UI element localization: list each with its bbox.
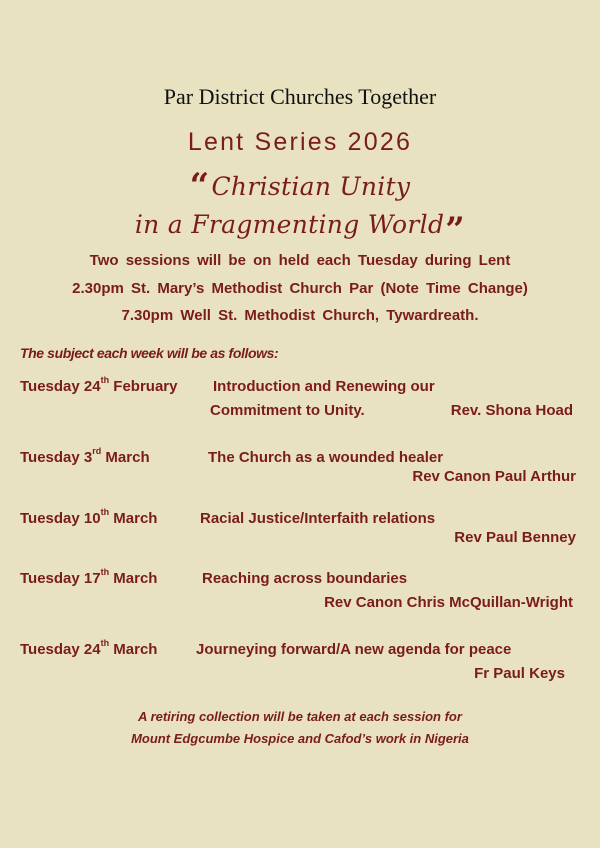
session-date: Tuesday 17th March: [20, 567, 158, 587]
session-speaker: Fr Paul Keys: [474, 665, 565, 682]
session-topic: Reaching across boundaries: [202, 570, 408, 587]
series-title: Lent Series 2026: [187, 128, 413, 156]
session-speaker: Rev Canon Paul Arthur: [412, 468, 576, 485]
open-quote-mark: “: [189, 166, 210, 206]
session-speaker: Rev. Shona Hoad: [450, 402, 573, 419]
session-topic-continued: Commitment to Unity.: [210, 402, 365, 419]
subject-intro: The subject each week will be as follows:: [20, 345, 279, 361]
afternoon-venue: 2.30pm St. Mary’s Methodist Church Par (Note Time Change): [72, 280, 528, 297]
session-date: Tuesday 24th March: [20, 638, 158, 658]
session-date: Tuesday 3rd March: [20, 446, 150, 466]
evening-venue: 7.30pm Well St. Methodist Church, Tywardreath.: [121, 307, 479, 324]
collection-beneficiaries: Mount Edgcumbe Hospice and Cafod’s work in Nigeria: [131, 731, 469, 746]
session-topic: Introduction and Renewing our: [213, 378, 435, 395]
title-text-line-2: in a Fragmenting World: [134, 210, 445, 239]
event-title-line-1: [0, 166, 600, 206]
collection-note: A retiring collection will be taken at each session for: [138, 709, 462, 724]
session-speaker: Rev Canon Chris McQuillan-Wright: [324, 594, 573, 611]
session-date: Tuesday 10th March: [20, 507, 158, 527]
organization-name: Par District Churches Together: [163, 84, 437, 109]
event-title-line-2: [0, 210, 600, 250]
session-speaker: Rev Paul Benney: [454, 529, 576, 546]
session-topic: Racial Justice/Interfaith relations: [200, 510, 436, 527]
title-text-line-1: Christian Unity: [211, 172, 411, 201]
session-date: Tuesday 24th February: [20, 375, 178, 395]
close-quote-mark: ”: [445, 210, 466, 250]
session-topic: Journeying forward/A new agenda for peace: [196, 641, 512, 658]
session-topic: The Church as a wounded healer: [208, 449, 444, 466]
sessions-info: Two sessions will be on held each Tuesday during Lent: [89, 252, 511, 269]
